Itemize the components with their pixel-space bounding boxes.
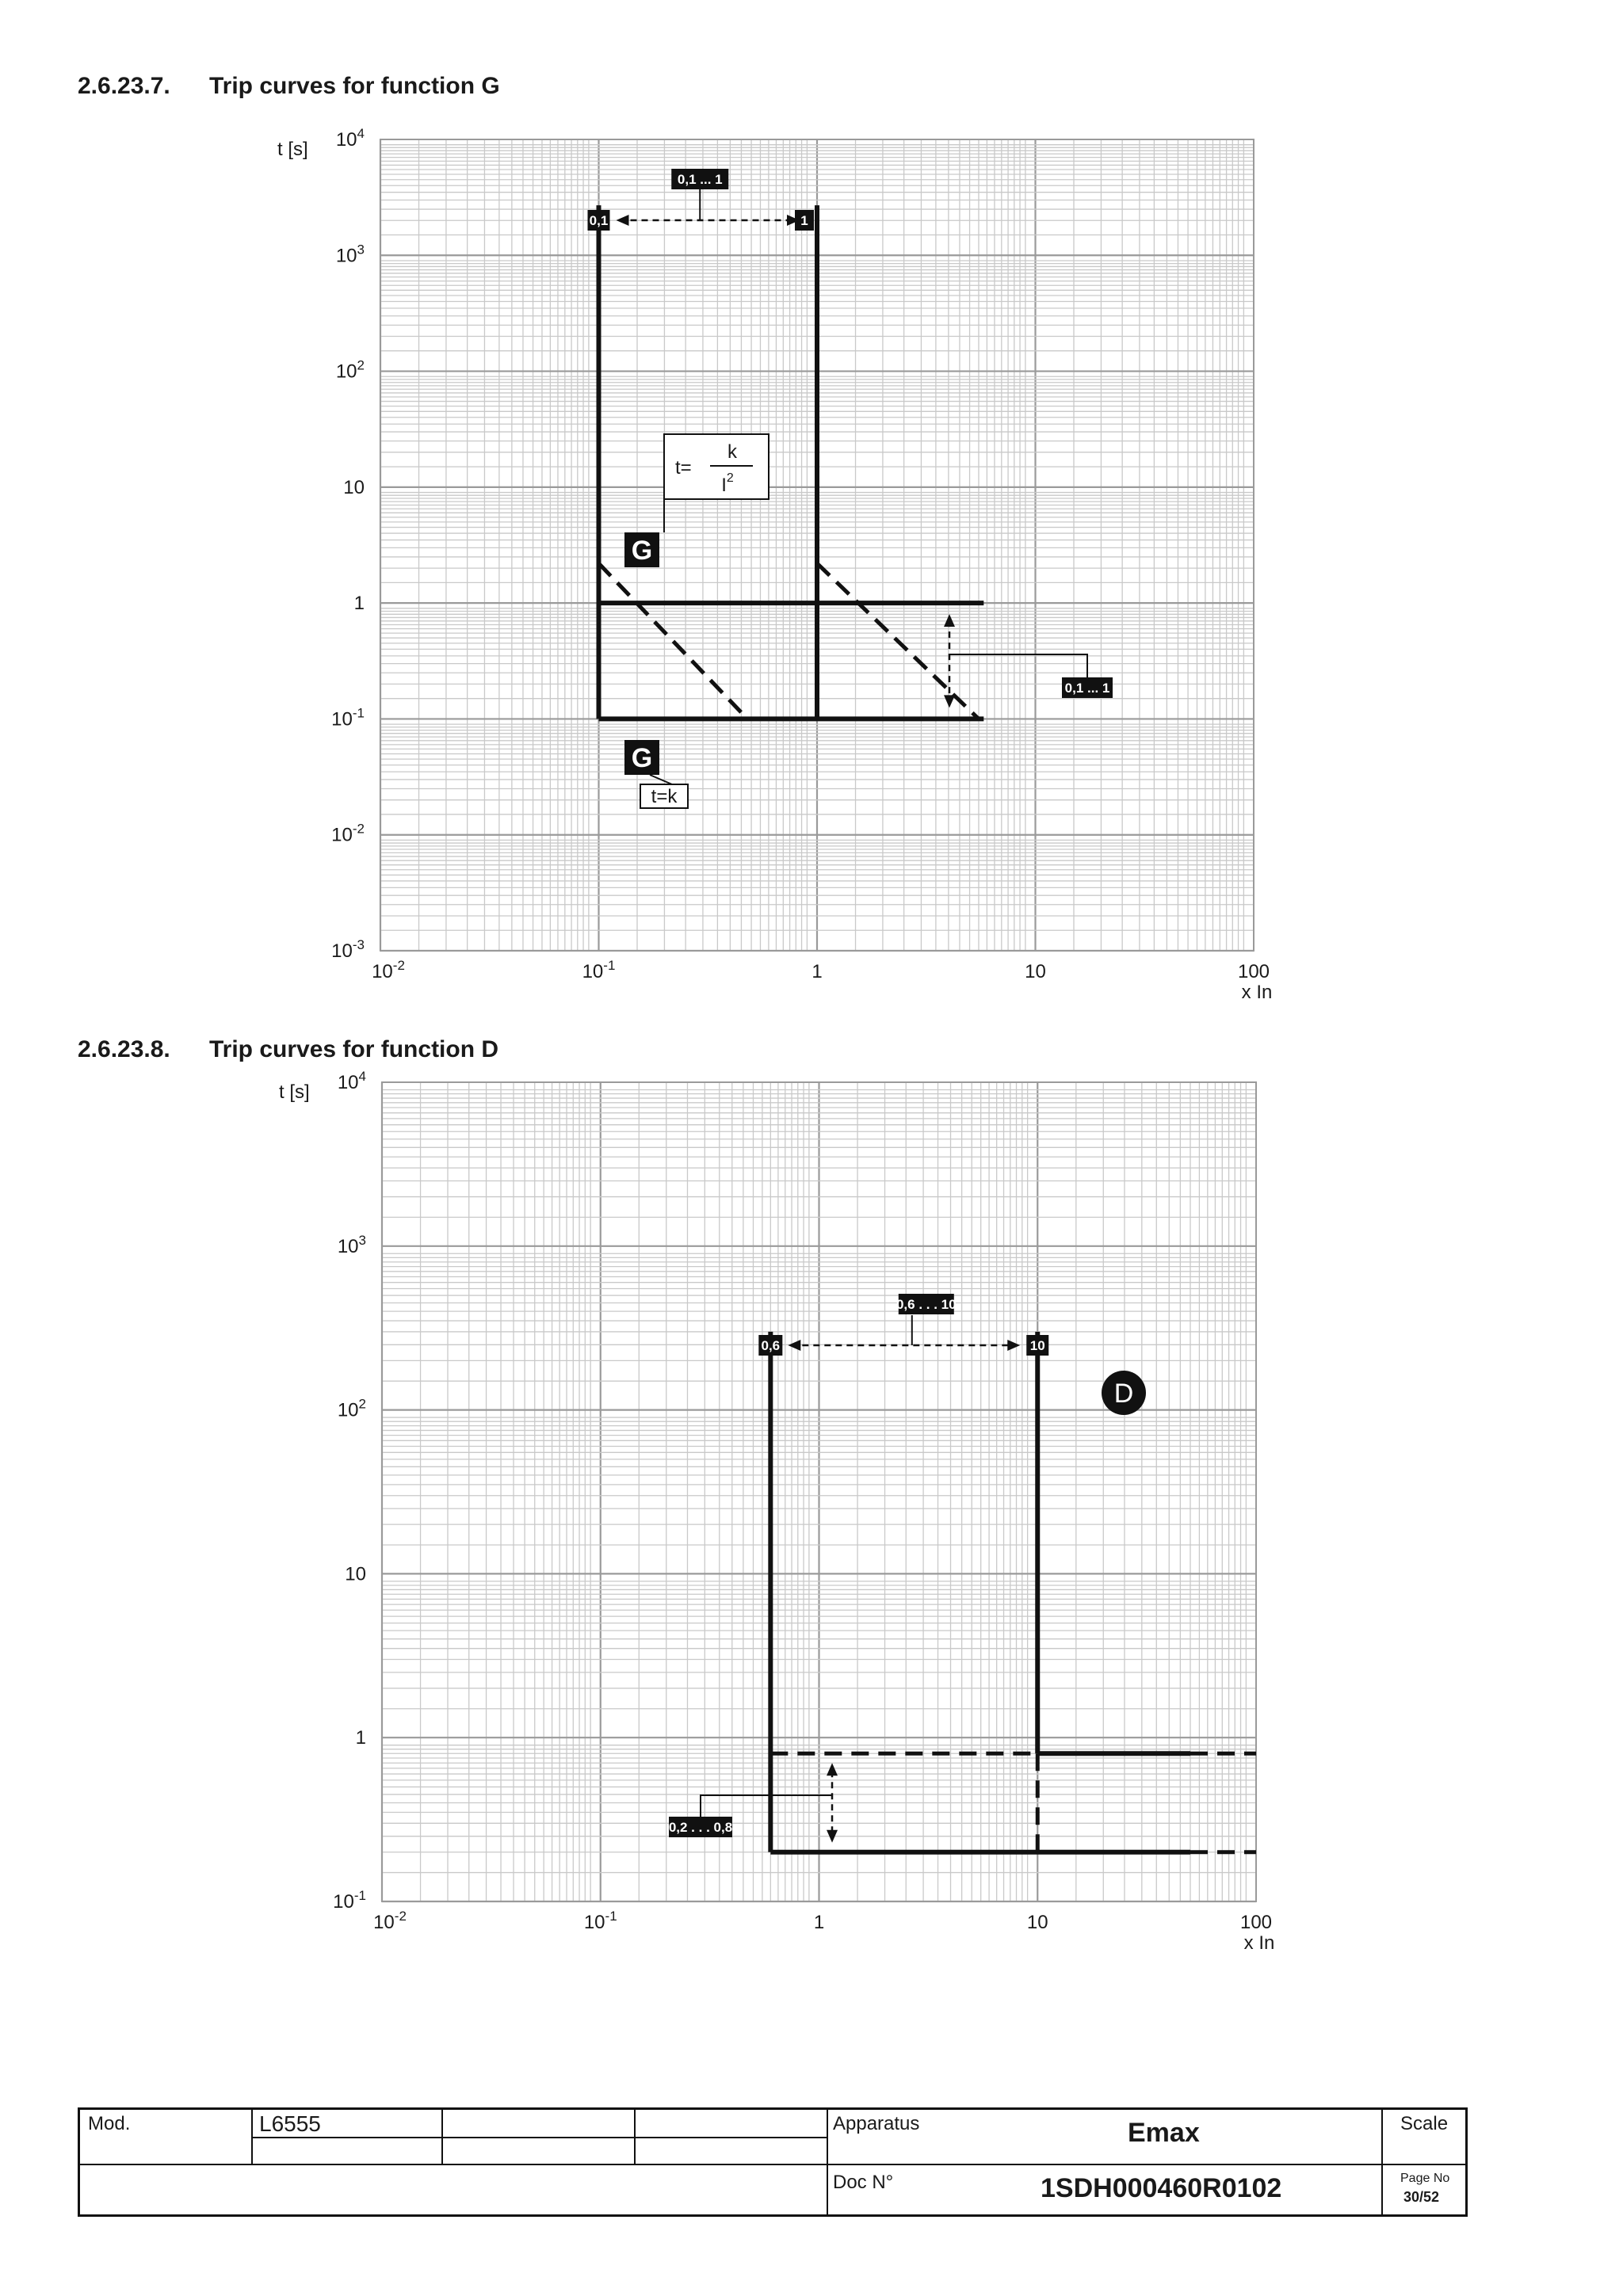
scale-label: Scale <box>1400 2113 1449 2134</box>
x-tick-label: $10^{-1}$ <box>582 958 616 982</box>
apparatus-label: Apparatus <box>833 2113 920 2134</box>
y-tick-label: $10^4$ <box>337 1069 366 1093</box>
tag-time-range <box>669 1817 732 1837</box>
formula-numerator: k <box>727 441 737 463</box>
tag-threshold-max-text: 10 <box>1029 1338 1045 1353</box>
tag-threshold-range <box>671 169 728 189</box>
x-tick-label: 100 <box>1239 1912 1273 1933</box>
section-title: Trip curves for function G <box>209 73 500 99</box>
tag-threshold-max <box>1026 1335 1048 1356</box>
revision-cell <box>636 2110 828 2138</box>
section-title: Trip curves for function D <box>209 1036 499 1062</box>
mod-value-cell <box>253 2110 443 2138</box>
y-tick-label: $10^2$ <box>337 1396 366 1421</box>
arrow-head-left <box>788 1340 800 1351</box>
x-tick-label: $10^{-2}$ <box>372 958 405 982</box>
y-tick-label: $10^{-2}$ <box>331 821 365 846</box>
y-tick-label: $10^{-1}$ <box>333 1888 366 1913</box>
curve-i2t-min <box>599 563 748 719</box>
arrow-head-down <box>944 695 955 707</box>
empty-cell <box>80 2165 828 2214</box>
formula-denominator: $I^2$ <box>721 471 734 496</box>
section-number: 2.6.23.8. <box>78 1036 170 1062</box>
x-tick-label: 10 <box>1025 961 1046 982</box>
revision-cell <box>443 2110 636 2138</box>
tag-time-range-text: 0,1 ... 1 <box>1064 681 1110 696</box>
arrow-head-up <box>944 614 955 627</box>
tag-threshold-range-text: 0,6 . . . 10 <box>896 1297 957 1312</box>
formula-i2t <box>664 434 769 499</box>
scale-cell <box>1383 2110 1465 2165</box>
formula-t: t= <box>675 457 692 479</box>
tag-threshold-max <box>795 210 814 231</box>
tag-threshold-range <box>896 1294 957 1314</box>
y-tick-label: $10^3$ <box>337 1232 366 1257</box>
tag-time-range-text: 0,2 . . . 0,8 <box>668 1820 733 1835</box>
y-axis-label: t [s] <box>277 139 308 160</box>
grid <box>382 1082 1256 1901</box>
d-label: D <box>1113 1379 1134 1409</box>
x-tick-label: 1 <box>813 1912 825 1933</box>
chart-function-d <box>279 1069 1274 1954</box>
revision-cell <box>443 2138 636 2165</box>
y-tick-label: $10^2$ <box>335 357 365 383</box>
page-number: 30/52 <box>1403 2189 1440 2205</box>
x-tick-label: $10^{-2}$ <box>373 1909 407 1933</box>
g-label-upper: G <box>631 536 653 566</box>
x-tick-label: 10 <box>1026 1912 1048 1933</box>
revision-cell <box>253 2138 443 2165</box>
x-axis-label: x In <box>1241 982 1273 1003</box>
page-cell <box>1383 2165 1465 2214</box>
arrow-head-left <box>617 215 629 226</box>
x-tick-label: 100 <box>1237 961 1270 982</box>
arrow-head-up <box>827 1763 838 1775</box>
title-block <box>78 2107 1468 2217</box>
y-tick-label: $10^3$ <box>335 242 365 267</box>
tag-threshold-min <box>758 1335 782 1356</box>
formula-tk: t=k <box>651 786 678 807</box>
tag-time-range <box>1062 677 1113 698</box>
tag-threshold-range-text: 0,1 ... 1 <box>677 172 723 187</box>
tag-threshold-min-text: 0,6 <box>761 1338 781 1353</box>
revision-cell <box>636 2138 828 2165</box>
y-tick-label: 1 <box>355 1727 366 1749</box>
x-axis-label: x In <box>1243 1932 1275 1954</box>
y-tick-label: $10^4$ <box>335 126 365 151</box>
x-tick-label: $10^{-1}$ <box>583 1909 617 1933</box>
arrow-head-right <box>1007 1340 1020 1351</box>
chart-function-g <box>277 126 1272 1003</box>
doc-number: 1SDH000460R0102 <box>1041 2173 1282 2203</box>
y-tick-label: $10^{-3}$ <box>331 937 365 962</box>
x-tick-label: 1 <box>812 961 823 982</box>
g-label-lower: G <box>631 743 653 773</box>
doc-label: Doc N° <box>833 2172 894 2193</box>
y-tick-label: 10 <box>345 1563 366 1585</box>
tag-threshold-max-text: 1 <box>800 213 808 228</box>
y-tick-label: $10^{-1}$ <box>331 705 365 730</box>
y-axis-label: t [s] <box>279 1081 310 1103</box>
section-number: 2.6.23.7. <box>78 73 170 99</box>
tag-threshold-min <box>588 210 610 231</box>
page-label: Page No <box>1400 2172 1450 2185</box>
doc-cell <box>828 2165 1383 2214</box>
y-tick-label: 10 <box>343 476 365 498</box>
mod-label: Mod. <box>88 2113 131 2134</box>
apparatus-value: Emax <box>1128 2118 1200 2148</box>
tag-threshold-min-text: 0,1 <box>589 213 609 228</box>
mod-value: L6555 <box>259 2111 321 2136</box>
y-tick-label: 1 <box>353 593 365 615</box>
mod-cell <box>80 2110 253 2165</box>
apparatus-cell <box>828 2110 1383 2165</box>
